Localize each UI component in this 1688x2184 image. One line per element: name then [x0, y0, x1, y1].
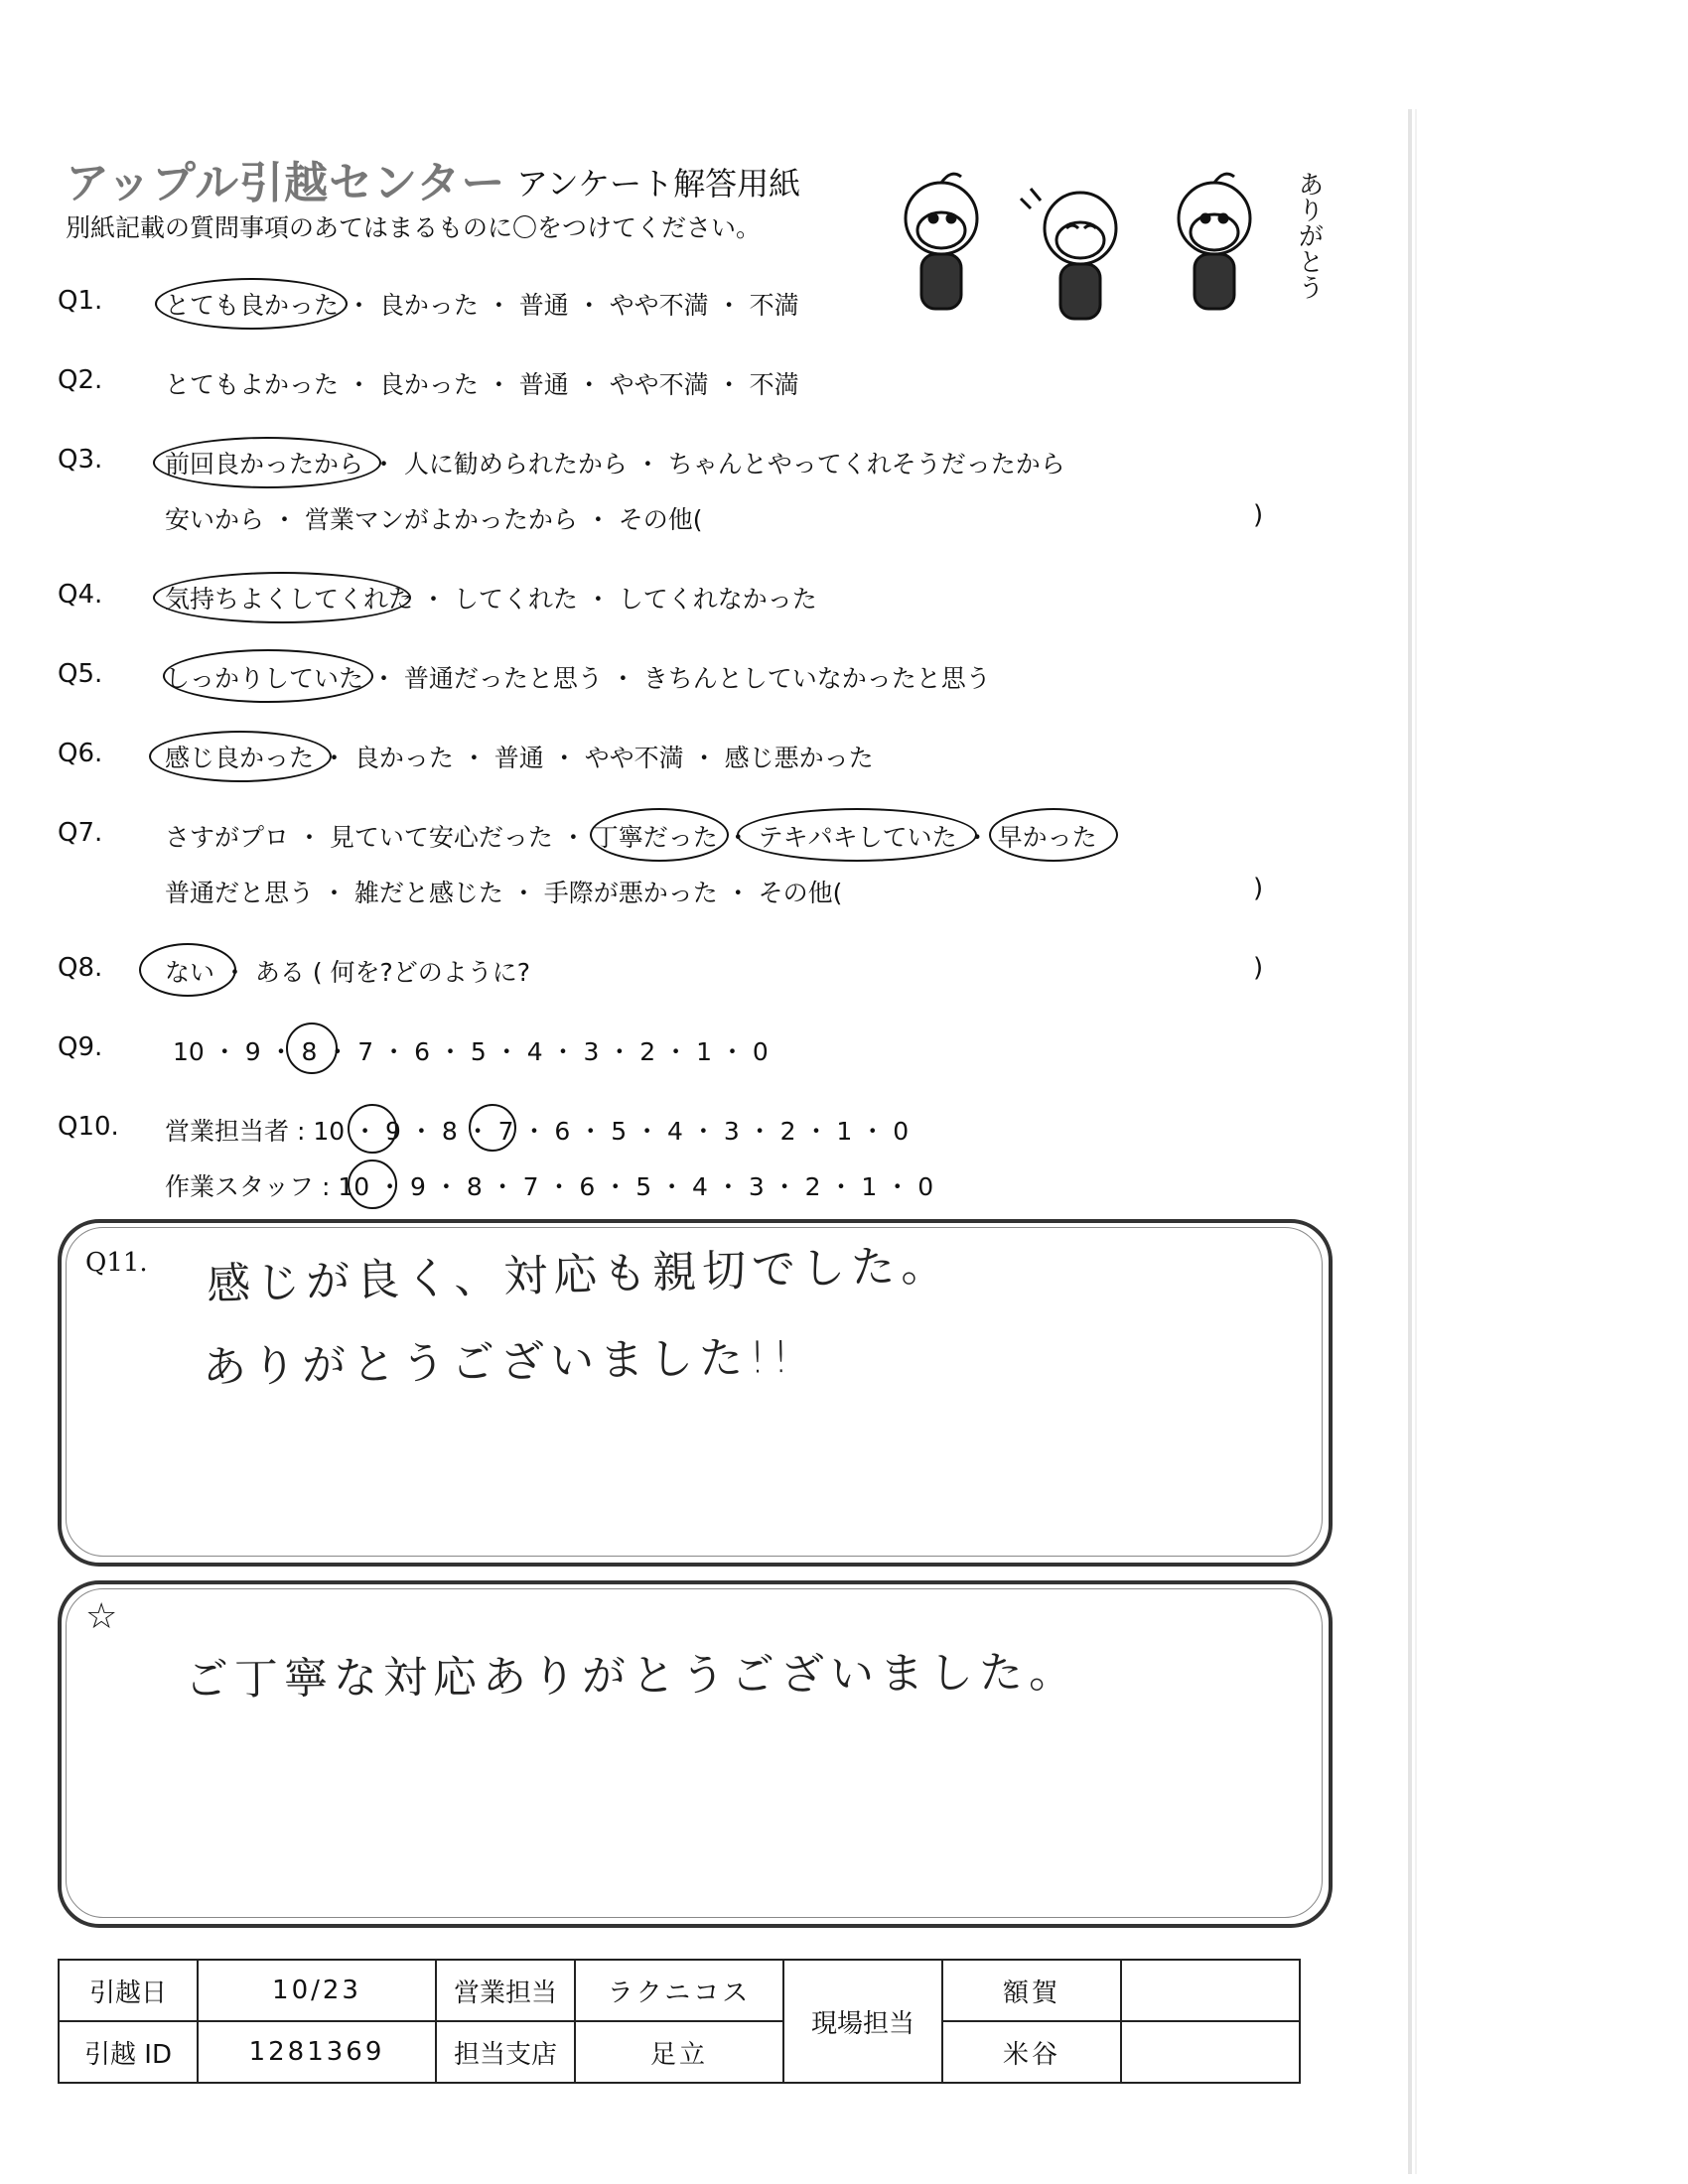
move-date-label: 引越日: [59, 1960, 198, 2021]
instruction-text: 別紙記載の質問事項のあてはまるものに〇をつけてください。: [66, 213, 762, 242]
company-name: アップル引越センター: [66, 158, 506, 208]
move-date-value: 10/23: [198, 1960, 436, 2021]
question-options: さすがプロ ・ 見ていて安心だった ・ 丁寧だった ・ テキパキしていた ・ 早かった: [165, 823, 1097, 852]
monkey-mascot-right: [1179, 174, 1250, 309]
move-id-value: 1281369: [198, 2021, 436, 2083]
site-name-1: 額賀: [942, 1960, 1121, 2021]
question-number: Q8.: [58, 953, 103, 983]
branch-value: 足立: [575, 2021, 783, 2083]
empty-cell: [1121, 2021, 1300, 2083]
question-number: Q9.: [58, 1032, 103, 1062]
question-options-line2: 安いから ・ 営業マンがよかったから ・ その他(: [165, 505, 703, 534]
empty-cell: [1121, 1960, 1300, 2021]
monkey-mascot-left: [906, 174, 977, 309]
site-name-2: 米谷: [942, 2021, 1121, 2083]
staff-comment-box-inner: [66, 1588, 1323, 1918]
star-icon: ☆: [85, 1596, 118, 1637]
question-options: ない ・ ある ( 何を?どのように?: [165, 958, 531, 987]
thanks-vertical-text: ありがとう: [1294, 171, 1324, 300]
site-label: 現場担当: [783, 1960, 942, 2083]
question-options: 営業担当者 : 10 ・ 9 ・ 8 ・ 7 ・ 6 ・ 5 ・ 4 ・ 3 ・ 2 ・ 1 ・ 0: [165, 1117, 910, 1146]
form-title: アンケート解答用紙: [516, 165, 801, 203]
q11-handwritten-line2: ありがとうございました!!: [202, 1331, 796, 1394]
footer-info-table: [58, 1959, 1301, 2084]
question-options: とてもよかった ・ 良かった ・ 普通 ・ やや不満 ・ 不満: [165, 370, 799, 399]
question-options: しっかりしていた ・ 普通だったと思う ・ きちんとしていなかったと思う: [165, 664, 991, 693]
paren-close: ): [1253, 500, 1264, 530]
page-edge-shadow-inner: [1415, 109, 1417, 2174]
paren-close: ): [1253, 953, 1264, 983]
question-options: 感じ良かった ・ 良かった ・ 普通 ・ やや不満 ・ 感じ悪かった: [165, 744, 874, 772]
monkey-mascot-center: [1021, 189, 1116, 319]
question-number: Q3.: [58, 445, 103, 475]
question-options-line2: 普通だと思う ・ 雑だと感じた ・ 手際が悪かった ・ その他(: [165, 879, 843, 907]
question-number: Q6.: [58, 739, 103, 768]
question-options: とても良かった ・ 良かった ・ 普通 ・ やや不満 ・ 不満: [165, 291, 799, 320]
branch-label: 担当支店: [436, 2021, 575, 2083]
sales-name-value: ラクニコス: [575, 1960, 783, 2021]
question-options: 気持ちよくしてくれた ・ してくれた ・ してくれなかった: [165, 585, 817, 614]
monkey-mascots-illustration: [872, 159, 1329, 338]
q11-label: Q11.: [85, 1248, 148, 1278]
paren-close: ): [1253, 874, 1264, 903]
question-number: Q7.: [58, 818, 103, 848]
question-number: Q2.: [58, 365, 103, 395]
question-number: Q4.: [58, 580, 103, 610]
q11-handwritten-line1: 感じが良く、対応も親切でした。: [206, 1240, 951, 1310]
question-number: Q1.: [58, 286, 103, 316]
move-id-label: 引越 ID: [59, 2021, 198, 2083]
page-edge-shadow: [1408, 109, 1412, 2174]
question-number: Q10.: [58, 1112, 119, 1142]
question-number: Q5.: [58, 659, 103, 689]
question-options: 前回良かったから ・ 人に勧められたから ・ ちゃんとやってくれそうだったから: [165, 450, 1065, 478]
sales-label: 営業担当: [436, 1960, 575, 2021]
staff-handwritten-comment: ご丁寧な対応ありがとうございました。: [184, 1647, 1079, 1706]
question-options-line2: 作業スタッフ : 10 ・ 9 ・ 8 ・ 7 ・ 6 ・ 5 ・ 4 ・ 3 ・ 2 ・ 1 ・ 0: [165, 1172, 934, 1201]
question-options: 10 ・ 9 ・ 8 ・ 7 ・ 6 ・ 5 ・ 4 ・ 3 ・ 2 ・ 1 ・ 0: [173, 1037, 769, 1066]
